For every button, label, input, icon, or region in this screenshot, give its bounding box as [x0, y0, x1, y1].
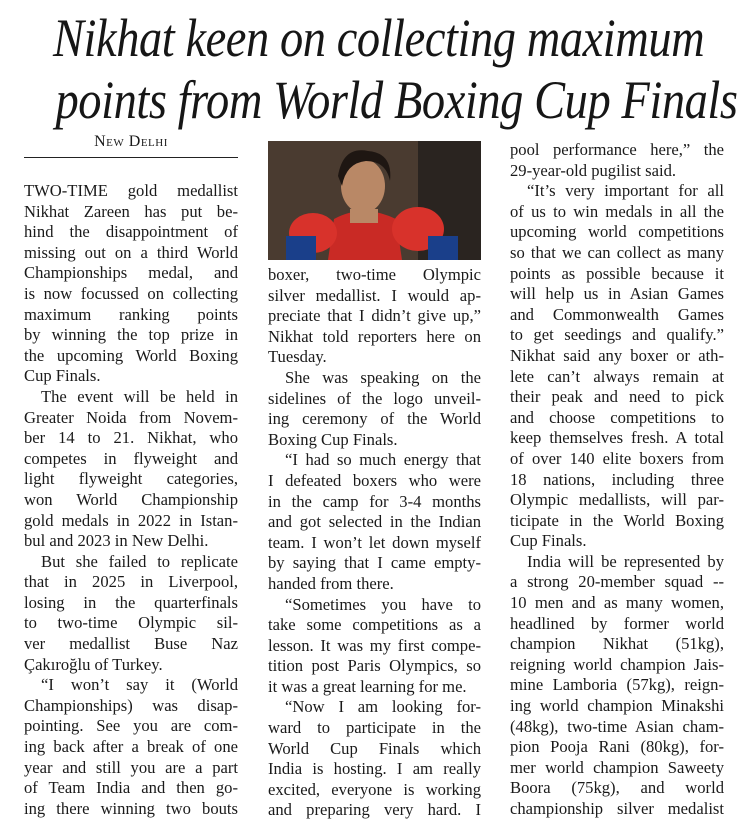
text-line: bul and 2023 in New Delhi.: [24, 531, 209, 551]
dateline-rule: [24, 157, 238, 158]
text-line: that in 2025 in Liverpool,: [24, 572, 238, 592]
text-line: Cup Finals.: [510, 531, 587, 551]
text-line: 29-year-old pugilist said.: [510, 160, 677, 180]
text-line: pion Pooja Rani (80kg), for-: [510, 737, 724, 757]
paragraph: [24, 387, 238, 552]
text-line: a strong 20-member squad --: [510, 572, 724, 592]
paragraph: [24, 181, 238, 387]
paragraph: [24, 552, 238, 676]
text-line: the upcoming World Boxing: [24, 345, 238, 365]
paragraph: [268, 265, 481, 368]
text-line: handed from there.: [268, 573, 394, 593]
boxer-photo-illustration: [268, 141, 481, 260]
article-column-2: [268, 265, 481, 821]
text-line: of us to win medals in all the: [510, 201, 724, 221]
text-line: Cup Finals.: [24, 366, 101, 386]
text-line: I defeated boxers who were: [268, 470, 481, 490]
text-line: losing in the quarterfinals: [24, 592, 238, 612]
paragraph: [268, 450, 481, 594]
text-line: ticipate in the World Boxing: [510, 510, 724, 530]
text-line: year and still you are a part: [24, 757, 238, 777]
paragraph: [510, 552, 724, 820]
text-line: But she failed to replicate: [41, 551, 238, 571]
text-line: lete can’t always remain at: [510, 366, 724, 386]
text-line: Greater Noida from Novem-: [24, 407, 238, 427]
text-line: hind the disappointment of: [24, 222, 238, 242]
text-line: points as possible because it: [510, 263, 724, 283]
text-line: in the camp for 3-4 months: [268, 491, 481, 511]
article-photo: [268, 141, 481, 260]
text-line: Tuesday.: [268, 347, 327, 367]
text-line: Boxing Cup Finals.: [268, 429, 398, 449]
text-line: maximum ranking points: [24, 304, 238, 324]
text-line: India will be represented by: [527, 551, 724, 571]
text-line: by saying that I came empty-: [268, 553, 481, 573]
text-line: won World Championship: [24, 489, 238, 509]
text-line: champion Nikhat (51kg),: [510, 634, 724, 654]
text-line: pool performance here,” the: [510, 140, 724, 159]
text-line: their peak and need to pick: [510, 387, 724, 407]
text-line: Olympic medallists, will par-: [510, 490, 724, 510]
text-line: to two-time Olympic sil-: [24, 613, 238, 633]
text-line: ver medallist Buse Naz: [24, 634, 238, 654]
text-line: championship silver medalist: [510, 799, 724, 818]
text-line: light flyweight categories,: [24, 469, 238, 489]
text-line: boxer, two-time Olympic: [268, 265, 481, 284]
text-line: mine Lamboria (57kg), reign-: [510, 675, 724, 695]
text-line: reigning world champion Jais-: [510, 654, 724, 674]
text-line: silver medallist. I would ap-: [268, 285, 481, 305]
text-line: team. I won’t let down myself: [268, 532, 481, 552]
text-line: is now focussed on collecting: [24, 283, 238, 303]
text-line: World Cup Finals which: [268, 738, 481, 758]
text-line: “Now I am looking for-: [285, 697, 481, 717]
text-line: by winning the top prize in: [24, 325, 238, 345]
text-line: Nikhat Zareen has put be-: [24, 201, 238, 221]
text-line: ing world champion Minakshi: [510, 696, 724, 716]
text-line: Boora (75kg), and world: [510, 778, 724, 798]
text-line: The event will be held in: [41, 386, 238, 406]
text-line: of Team India and then go-: [24, 778, 238, 798]
headline-line-1: Nikhat keen on collecting maximum: [53, 8, 705, 68]
paragraph: [24, 675, 238, 819]
text-line: mer world champion Saweety: [510, 757, 724, 777]
text-line: ward to participate in the: [268, 718, 481, 738]
article-column-3: [510, 140, 724, 820]
text-line: Nikhat told reporters here on: [268, 326, 481, 346]
text-line: missing out on a third World: [24, 242, 238, 262]
text-line: “It’s very important for all: [527, 181, 724, 201]
text-line: ing there winning two bouts: [24, 798, 238, 818]
text-line: upcoming world competitions: [510, 222, 724, 242]
text-line: keep themselves fresh. A total: [510, 428, 724, 448]
paragraph: [510, 181, 724, 552]
text-line: Nikhat said any boxer or ath-: [510, 345, 724, 365]
text-line: ing back after a break of one: [24, 737, 238, 757]
text-line: take some competitions as a: [268, 615, 481, 635]
text-line: headlined by former world: [510, 613, 724, 633]
text-line: India is hosting. I am really: [268, 759, 481, 779]
article-column-1: [24, 181, 238, 819]
paragraph: [268, 368, 481, 450]
text-line: so that we can collect as many: [510, 242, 724, 262]
text-line: Championships medal, and: [24, 263, 238, 283]
text-line: competes in flyweight and: [24, 448, 238, 468]
text-line: and Commonwealth Games: [510, 304, 724, 324]
text-line: and got selected in the Indian: [268, 512, 481, 532]
text-line: 10 men and as many women,: [510, 593, 724, 613]
text-line: tition post Paris Olympics, so: [268, 656, 481, 676]
text-line: She was speaking on the: [285, 367, 481, 387]
text-line: of over 140 elite boxers from: [510, 448, 724, 468]
text-line: to get seedings and qualify.”: [510, 325, 724, 345]
text-line: (48kg), two-time Asian cham-: [510, 716, 724, 736]
text-line: preciate that I didn’t give up,”: [268, 306, 481, 326]
text-line: TWO-TIME gold medallist: [24, 181, 238, 200]
headline-line-2: points from World Boxing Cup Finals: [55, 70, 738, 130]
text-line: ing ceremony of the World: [268, 409, 481, 429]
text-line: “I won’t say it (World: [41, 675, 238, 695]
text-line: sidelines of the logo unveil-: [268, 388, 481, 408]
text-line: gold medals in 2022 in Istan-: [24, 510, 238, 530]
text-line: Çakıroğlu of Turkey.: [24, 654, 163, 674]
text-line: ber 14 to 21. Nikhat, who: [24, 428, 238, 448]
paragraph: [510, 140, 724, 181]
paragraph: [268, 595, 481, 698]
text-line: Championships) was disap-: [24, 695, 238, 715]
text-line: pointing. See you are com-: [24, 716, 238, 736]
dateline: New Delhi: [94, 133, 168, 150]
text-line: “Sometimes you have to: [285, 594, 481, 614]
text-line: it was a great learning for me.: [268, 676, 467, 696]
text-line: lesson. It was my first compe-: [268, 635, 481, 655]
text-line: “I had so much energy that: [285, 450, 481, 470]
text-line: and preparing very hard. I: [268, 800, 481, 820]
text-line: and choose competitions to: [510, 407, 724, 427]
text-line: will help us in Asian Games: [510, 284, 724, 304]
text-line: 18 nations, including three: [510, 469, 724, 489]
text-line: excited, everyone is working: [268, 779, 481, 799]
paragraph: [268, 697, 481, 821]
